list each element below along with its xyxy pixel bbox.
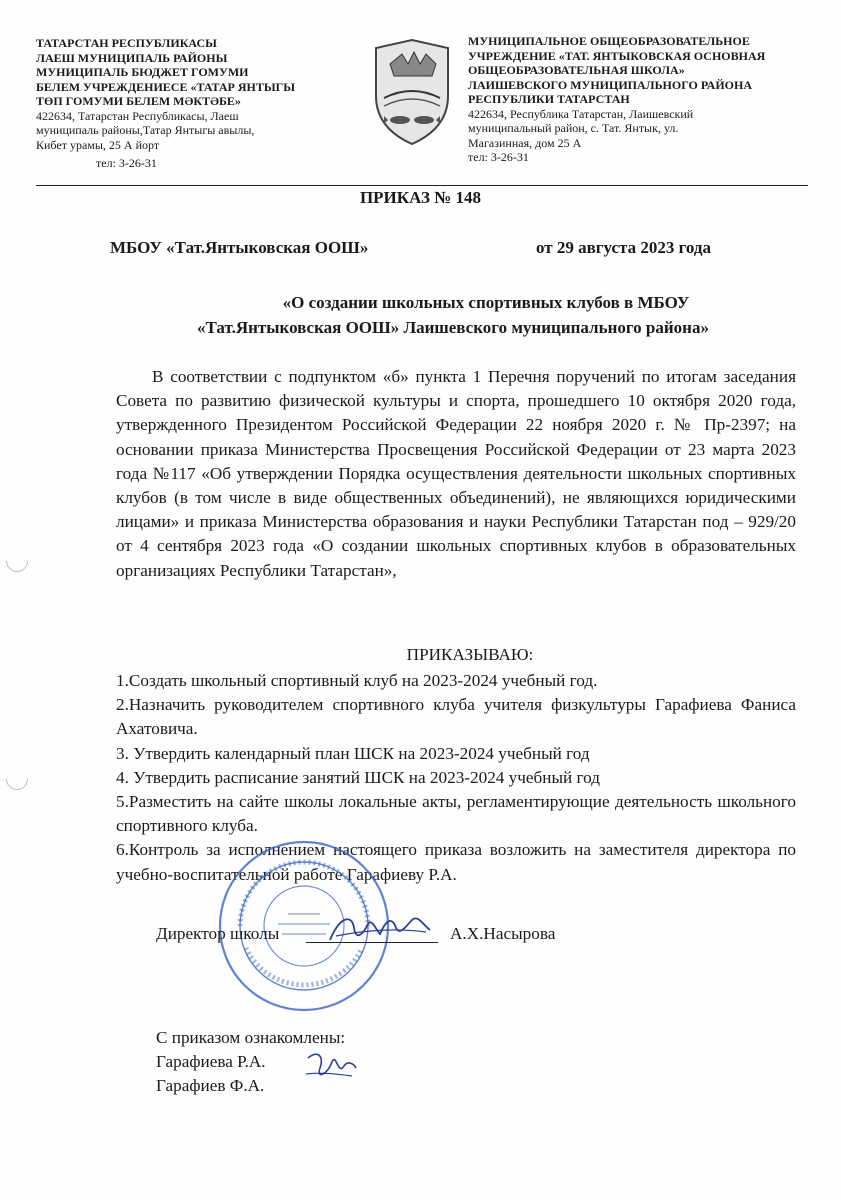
acquainted-name: Гарафиева Р.А.: [156, 1052, 266, 1071]
header-right-block: [468, 34, 808, 165]
order-subject-line: [0, 318, 841, 338]
preamble-paragraph: [116, 365, 796, 583]
header-right-address: 422634, Республика Татарстан, Лаишевский: [468, 106, 694, 121]
header-left-line: ТӨП ГОМУМИ БЕЛЕМ МӘКТӘБЕ»: [36, 94, 241, 108]
employee-signature: [300, 1046, 360, 1092]
header-left-line: МУНИЦИПАЛЬ БЮДЖЕТ ГОМУМИ: [36, 65, 249, 79]
punch-hole-mark: [1, 763, 32, 794]
order-title: ПРИКАЗ № 148: [359, 188, 482, 207]
header-right-line: ЛАИШЕВСКОГО МУНИЦИПАЛЬНОГО РАЙОНА: [468, 77, 753, 92]
header-left-line: БЕЛЕМ УЧРЕЖДЕНИЕСЕ «ТАТАР ЯНТЫГЫ: [36, 79, 296, 94]
header-divider: [36, 185, 808, 186]
header-left-line: ЛАЕШ МУНИЦИПАЛЬ РАЙОНЫ: [36, 50, 228, 65]
order-item: 3. Утвердить календарный план ШСК на 2023-2024 учебный год: [116, 743, 590, 763]
order-subject-line2: «Тат.Янтыковская ООШ» Лаишевского муниципального района»: [197, 318, 709, 337]
acquainted-label: С приказом ознакомлены:: [156, 1028, 346, 1047]
order-item: 5.Разместить на сайте школы локальные акты, регламентирующие деятельность школьного спортивного клуба.: [116, 792, 796, 836]
header-left-block: [36, 36, 336, 171]
coat-of-arms-emblem: [362, 36, 462, 148]
header-left-line: ТАТАРСТАН РЕСПУБЛИКАСЫ: [36, 36, 217, 50]
director-signature: [326, 906, 436, 952]
header-left-phone: тел: 3-26-31: [96, 156, 157, 170]
header-right-line: ОБЩЕОБРАЗОВАТЕЛЬНАЯ ШКОЛА»: [468, 63, 685, 77]
director-name: А.Х.Насырова: [450, 924, 556, 943]
order-subject-line1: «О создании школьных спортивных клубов в МБОУ: [282, 293, 690, 312]
header-left-address: Кибет урамы, 25 А йорт: [36, 137, 160, 152]
order-subject-line: [0, 293, 841, 313]
header-right-line: МУНИЦИПАЛЬНОЕ ОБЩЕОБРАЗОВАТЕЛЬНОЕ: [468, 34, 750, 48]
header-left-address: 422634, Татарстан Республикасы, Лаеш: [36, 108, 239, 123]
preamble-text: В соответствии с подпунктом «б» пункта 1 Перечня поручений по итогам заседания Совета по развитию физической культуры и спорта, прошедшего 10 октября 2020 года, утвержденного Президентом Российской Федерации 22 ноября 2020 г. № Пр-2397; на основании приказа Министерства Просвещения Российской Федерации от 23 марта 2023 года №117 «Об утверждении Порядка осуществления деятельности школьных спортивных клубов (в том числе в виде общественных объединений), не являющихся юридическими лицами» и приказа Министерства образования и науки Республики Татарстан под – 929/20 от 4 сентября 2023 года «О создании школьных спортивных клубов в образовательных организациях Республики Татарстан»,: [116, 367, 796, 580]
order-date: от 29 августа 2023 года: [536, 238, 712, 257]
order-item: 1.Создать школьный спортивный клуб на 2023-2024 учебный год.: [116, 671, 598, 690]
order-item: 2.Назначить руководителем спортивного клуба учителя физкультуры Гарафиева Фаниса Ахатовича.: [116, 695, 796, 739]
order-word-row: [0, 645, 841, 665]
header-left-address: муниципаль районы,Татар Янтыгы авылы,: [36, 123, 255, 137]
school-name: МБОУ «Тат.Янтыковская ООШ»: [110, 238, 369, 257]
order-word: ПРИКАЗЫВАЮ:: [406, 645, 534, 664]
header-right-phone: тел: 3-26-31: [468, 150, 529, 164]
header-right-line: УЧРЕЖДЕНИЕ «ТАТ. ЯНТЫКОВСКАЯ ОСНОВНАЯ: [468, 48, 766, 63]
header-right-address: Магазинная, дом 25 А: [468, 135, 582, 150]
punch-hole-mark: [1, 545, 32, 576]
director-role: Директор школы: [156, 924, 280, 943]
order-item: 6.Контроль за исполнением настоящего приказа возложить на заместителя директора по учебно-воспитательной работе Гарафиеву Р.А.: [116, 840, 796, 884]
order-item: 4. Утвердить расписание занятий ШСК на 2023-2024 учебный год: [116, 767, 601, 787]
header-right-address: муниципальный район, с. Тат. Янтык, ул.: [468, 121, 679, 135]
acquainted-name: Гарафиев Ф.А.: [156, 1076, 265, 1095]
header-right-line: РЕСПУБЛИКИ ТАТАРСТАН: [468, 92, 630, 106]
